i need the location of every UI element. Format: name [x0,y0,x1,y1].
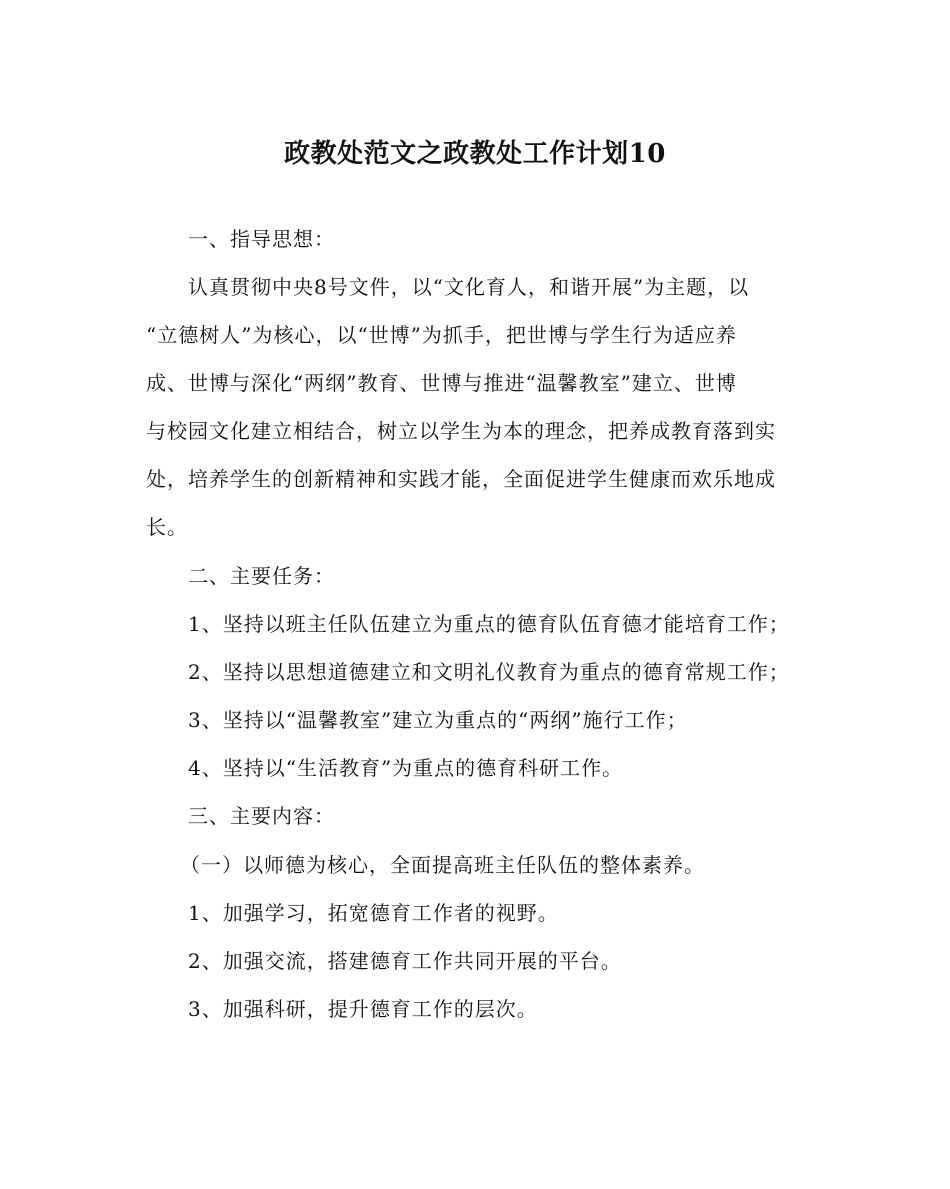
paragraph-line: 处，培养学生的创新精神和实践才能，全面促进学生健康而欢乐地成 [146,467,776,491]
paragraph-line: 长。 [146,515,188,539]
list-item: 1、坚持以班主任队伍建立为重点的德育队伍育德才能培育工作； [188,612,790,636]
list-item: 1、加强学习，拓宽德育工作者的视野。 [188,901,559,925]
list-item: 2、坚持以思想道德建立和文明礼仪教育为重点的德育常规工作； [188,660,790,684]
paragraph-line: 与校园文化建立相结合，树立以学生为本的理念，把养成教育落到实 [146,419,776,443]
list-item: 2、加强交流，搭建德育工作共同开展的平台。 [188,949,622,973]
section-heading-main-tasks: 二、主要任务： [188,564,335,588]
section-heading-guiding-ideology: 一、指导思想： [188,227,335,251]
paragraph-line: “立德树人”为核心，以“世博”为抓手，把世博与学生行为适应养 [146,323,737,347]
subsection-heading: （一）以师德为核心，全面提高班主任队伍的整体素养。 [180,853,705,877]
paragraph-line: 成、世博与深化“两纲”教育、世博与推进“温馨教室”建立、世博 [146,371,737,395]
list-item: 3、坚持以“温馨教室”建立为重点的“两纲”施行工作； [188,708,688,732]
section-heading-main-content: 三、主要内容： [188,804,335,828]
list-item: 4、坚持以“生活教育”为重点的德育科研工作。 [188,756,624,780]
document-title: 政教处范文之政教处工作计划10 [284,139,666,169]
list-item: 3、加强科研，提升德育工作的层次。 [188,997,538,1021]
paragraph-line: 认真贯彻中央8号文件，以“文化育人，和谐开展”为主题，以 [188,275,750,299]
